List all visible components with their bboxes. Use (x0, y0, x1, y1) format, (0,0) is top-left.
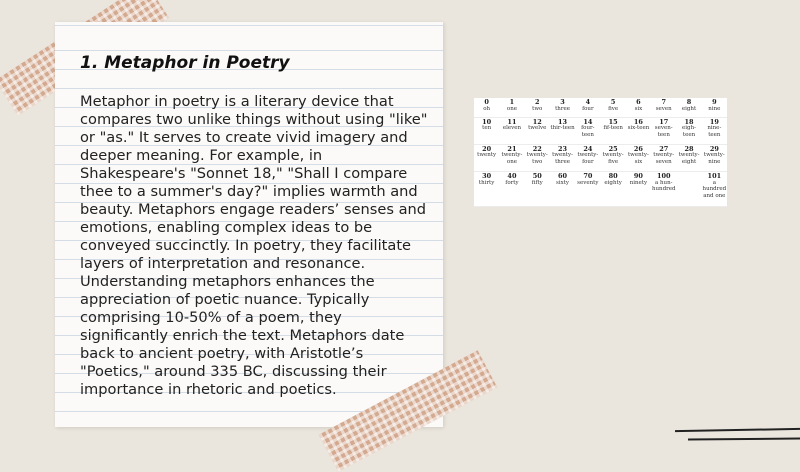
number-word: fif-teen (603, 125, 623, 132)
number-word: seven-teen (654, 125, 673, 138)
number-cell (651, 172, 676, 207)
number-cell (525, 98, 550, 117)
number-digit: 60 (558, 172, 568, 181)
number-cell (651, 117, 676, 144)
number-digit: 17 (659, 117, 669, 126)
number-digit: 14 (583, 117, 593, 126)
number-cell (575, 117, 600, 144)
number-digit: 50 (532, 172, 542, 181)
number-digit: 6 (636, 98, 641, 106)
number-digit: 23 (558, 144, 568, 153)
number-word: three (555, 105, 570, 112)
number-digit: 18 (684, 117, 694, 126)
number-word: seventy (577, 179, 599, 186)
number-cell (499, 144, 524, 171)
number-word: ten (482, 125, 492, 132)
number-digit: 30 (482, 172, 492, 181)
number-cell (525, 172, 550, 207)
number-digit: 4 (585, 98, 591, 106)
number-digit: 7 (661, 98, 666, 106)
number-cell (676, 117, 701, 144)
number-cell (474, 172, 499, 207)
number-word: fifty (531, 179, 543, 186)
slide-title: 1. Metaphor in Poetry (80, 53, 290, 73)
number-cell (600, 117, 625, 144)
number-digit: 10 (482, 117, 492, 126)
number-digit: 2 (534, 98, 540, 106)
number-word: six (634, 105, 643, 112)
number-digit: 15 (608, 117, 618, 126)
number-cell (575, 172, 600, 207)
number-cell (600, 98, 625, 117)
number-digit: 0 (484, 98, 489, 106)
number-digit: 19 (709, 117, 719, 126)
number-digit: 80 (608, 172, 618, 181)
number-digit: 100 (656, 172, 671, 181)
number-digit: 101 (707, 172, 722, 181)
number-digit: 5 (610, 98, 616, 106)
number-word: one (506, 105, 517, 112)
number-word: twenty-nine (703, 152, 725, 165)
table-row (474, 172, 727, 207)
number-word: nine-teen (707, 125, 722, 138)
number-word: eigh-teen (682, 125, 696, 138)
number-digit: 28 (684, 144, 694, 153)
number-word: eighty (604, 179, 622, 186)
number-word: thir-teen (550, 125, 575, 132)
number-word: twelve (528, 125, 547, 132)
number-cell (676, 144, 701, 171)
number-cell (525, 144, 550, 171)
number-cell (600, 172, 625, 207)
number-digit: 3 (560, 98, 565, 106)
number-word: seven (655, 105, 672, 112)
number-word: two (532, 105, 543, 112)
number-digit: 11 (507, 117, 517, 126)
number-cell (550, 172, 575, 207)
decorative-line (675, 428, 800, 432)
number-cell (499, 98, 524, 117)
number-cell (474, 117, 499, 144)
number-cell (651, 98, 676, 117)
number-word: ninety (629, 179, 648, 186)
number-words-table (474, 98, 727, 207)
number-cell (626, 172, 651, 207)
number-word: eleven (502, 125, 522, 132)
number-cell (550, 144, 575, 171)
number-word: four-teen (581, 125, 595, 138)
number-word: sixty (556, 179, 570, 186)
number-word: twenty (477, 152, 497, 159)
number-word: twenty-one (501, 152, 523, 165)
number-cell (702, 172, 727, 207)
number-word: a hundred and one (702, 179, 727, 199)
number-digit: 22 (532, 144, 542, 153)
number-cell (550, 98, 575, 117)
number-digit: 16 (633, 117, 643, 126)
number-digit: 12 (532, 117, 542, 126)
number-digit: 13 (558, 117, 568, 126)
number-digit: 24 (583, 144, 593, 153)
number-digit: 90 (633, 172, 643, 181)
number-cell (676, 172, 701, 207)
number-word: twenty-five (602, 152, 624, 165)
number-word: six-teen (627, 125, 650, 132)
number-digit: 70 (583, 172, 593, 181)
number-digit: 21 (507, 144, 517, 153)
number-cell (499, 172, 524, 207)
number-cell (702, 144, 727, 171)
number-cell (702, 98, 727, 117)
number-cell (626, 144, 651, 171)
decorative-line (688, 438, 800, 441)
number-cell (626, 98, 651, 117)
number-cell (626, 117, 651, 144)
slide-body-text: Metaphor in poetry is a literary device that compares two unlike things without using "like" or "as." It serves to create vivid imagery and deeper meaning. For example, in Shakespeare's "Sonnet 18," "Shall I compare thee to a summer's day?" implies warmth and beauty. Metaphors engage readers’ senses and emotions, enabling complex ideas to be conveyed succinctly. In poetry, they facilitate layers of interpretation and resonance. Understanding metaphors enhances the appreciation of poetic nuance. Typically comprising 10-50% of a poem, they significantly enrich the text. Metaphors date back to ancient poetry, with Aristotle’s "Poetics," around 335 BC, discussing their importance in rhetoric and poetics. (80, 93, 428, 398)
number-cell (575, 98, 600, 117)
number-digit: 20 (482, 144, 492, 153)
number-word: oh (483, 105, 491, 112)
number-cell (676, 98, 701, 117)
number-word: four (582, 105, 594, 112)
number-word: twenty-two (526, 152, 548, 165)
number-word: twenty-six (627, 152, 649, 165)
table-row (474, 144, 727, 171)
number-digit: 25 (608, 144, 618, 153)
number-cell (702, 117, 727, 144)
number-word: a hun-hundred (651, 179, 676, 193)
number-word: twenty-eight (678, 152, 700, 165)
number-digit: 26 (633, 144, 643, 153)
number-cell (474, 98, 499, 117)
number-word: twenty-seven (653, 152, 675, 165)
number-digit: 8 (686, 98, 692, 106)
number-cell (550, 117, 575, 144)
number-cell (600, 144, 625, 171)
number-digit: 1 (509, 98, 515, 106)
number-word: five (608, 105, 619, 112)
number-digit: 9 (712, 98, 717, 106)
number-digit: 27 (659, 144, 669, 153)
number-word: twenty-three (552, 152, 573, 165)
number-word: nine (708, 105, 721, 112)
number-cell (499, 117, 524, 144)
number-digit: 40 (507, 172, 517, 181)
number-cell (525, 117, 550, 144)
table-row (474, 98, 727, 117)
number-digit: 29 (709, 144, 719, 153)
number-word: thirty (478, 179, 495, 186)
number-cell (575, 144, 600, 171)
number-cell (651, 144, 676, 171)
number-cell (474, 144, 499, 171)
table-row (474, 117, 727, 144)
number-word: eight (681, 105, 697, 112)
number-word: forty (505, 179, 519, 186)
number-word: twenty-four (577, 152, 599, 165)
